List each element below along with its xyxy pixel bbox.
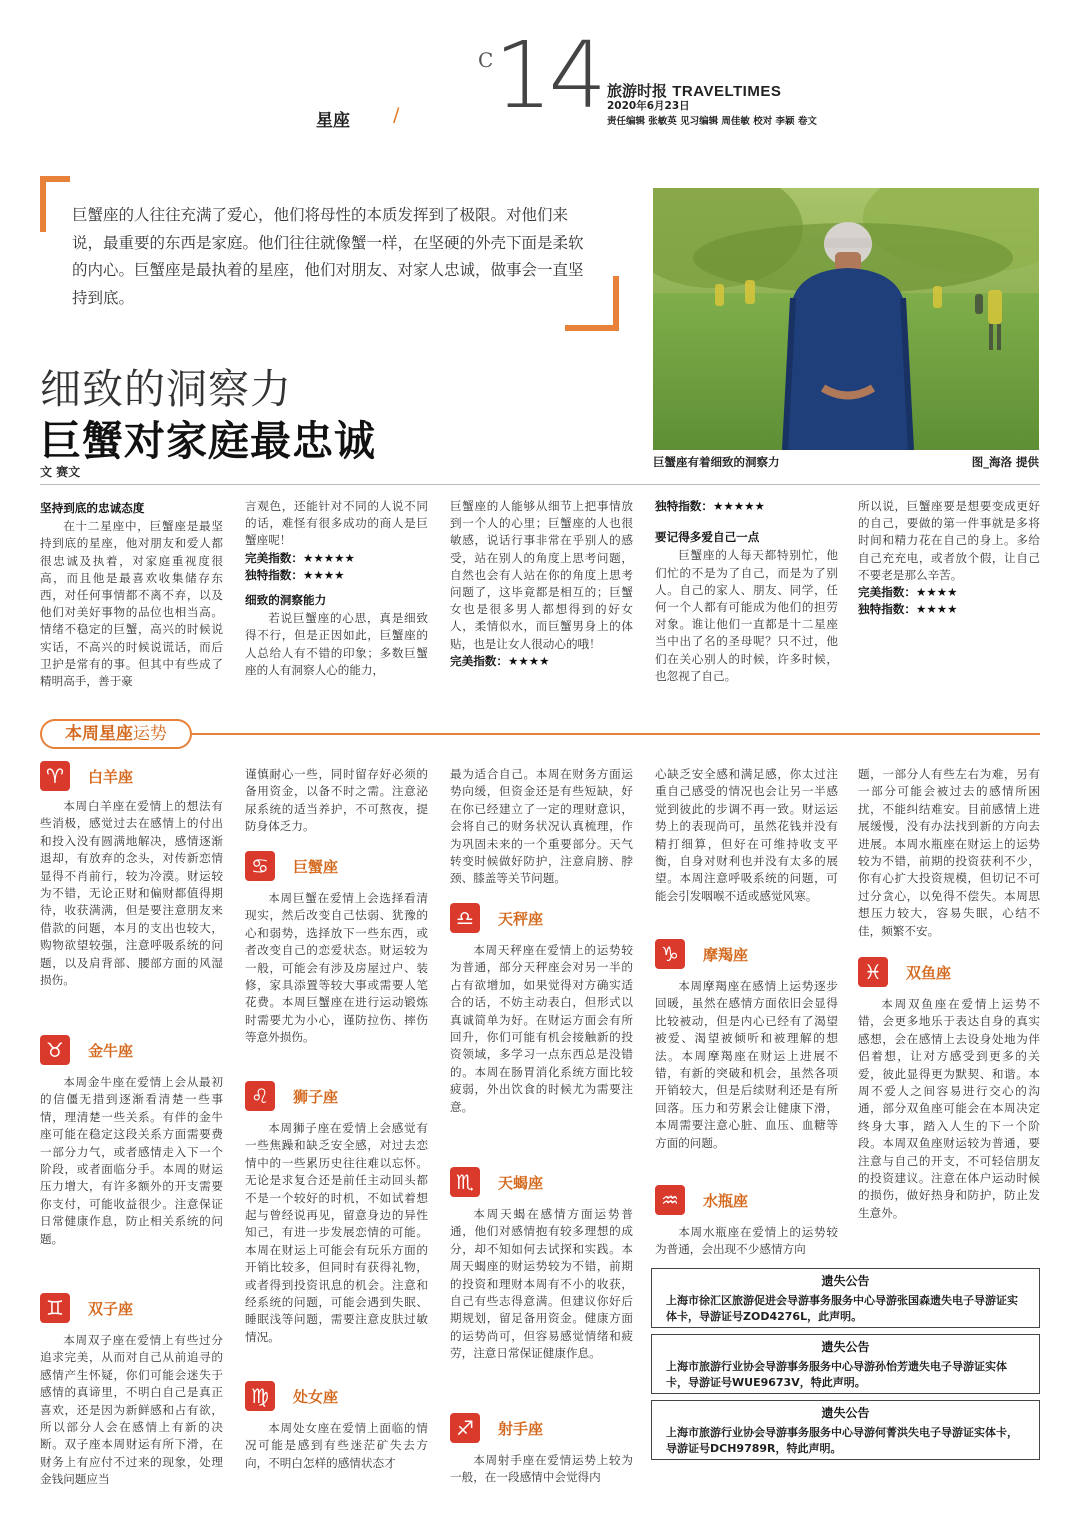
- sign-text: [40, 1074, 223, 1270]
- sign-text-continued: [450, 766, 633, 888]
- paragraph: 本周天秤座在爱情上的运势较为普通，部分天秤座会对另一半的占有欲增加，如果觉得对方确实适合的话，不妨主动表白，但形式以真诚简单为好。在财运方面会有所回升，你们可能有机会接触新的投资领域，多学习一点东西总是没错的。本周在肠胃消化系统方面比较疲弱，外出饮食的时候尤为需要注意。: [450, 943, 633, 1114]
- sign-name: 射手座: [498, 1419, 544, 1438]
- aquarius-icon: ♒: [655, 1185, 685, 1215]
- perfect-index: 完美指数：★★★★: [450, 653, 550, 668]
- paragraph: 所以说，巨蟹座要是想要变成更好的自己，要做的第一件事就是多将时间和精力花在自己的身上。多给自己充充电，或者放个假，让自己不要老是那么辛苦。: [858, 499, 1040, 582]
- unique-index: 独特指数：★★★★: [245, 567, 345, 582]
- sign-name: 摩羯座: [703, 945, 749, 964]
- paragraph: 本周狮子座在爱情上会感觉有一些焦躁和缺乏安全感，对过去恋情中的一些累历史往往难以忘怀。无论是求复合还是前任主动回头都不是一个较好的时机，不如试着想起与曾经说再见，留意身边的异性知己，有进一步发展恋情的可能。本周在财运上可能会有玩乐方面的开销比较多，但同时有获得礼物，或者得到投资讯息的机会。注意和经系统的问题，可能会遇到失眠、睡眠浅等问题，需要注意皮肤过敏情况。: [245, 1121, 428, 1344]
- taurus-icon: ♉: [40, 1035, 70, 1065]
- lost-notice-1: [651, 1268, 1040, 1328]
- staff-credits: 责任编辑 张敏英 见习编辑 周佳敏 校对 李颖 卷文: [607, 116, 817, 127]
- virgo-icon: ♍: [245, 1381, 275, 1411]
- sign-name: 狮子座: [293, 1087, 339, 1106]
- horoscope-column-1: [40, 760, 223, 1512]
- sign-text-continued: [245, 766, 428, 836]
- lost-notice-3: [651, 1400, 1040, 1460]
- sign-cancer: [245, 850, 428, 882]
- subheading: 坚持到底的忠诚态度: [40, 501, 145, 515]
- sign-text: [245, 1120, 428, 1366]
- sign-text: [858, 996, 1040, 1258]
- sign-name: 双子座: [88, 1299, 134, 1318]
- paragraph: 巨蟹座的人每天都特别忙，他们忙的不是为了自己，而是为了别人。自己的家人、朋友、同学，任何一个人都有可能成为他们的担劳对象。谁让他们一直都是十二星座当中出了名的圣母呢？只不过，他们在关心别人的时候，许多时候，也忽视了自己。: [655, 548, 838, 683]
- unique-index: 独特指数：★★★★: [858, 602, 958, 617]
- sign-aries: [40, 760, 223, 792]
- sign-text: [450, 942, 633, 1152]
- paragraph: 在十二星座中，巨蟹座是最坚持到底的星座，他对朋友和爱人都很忠诚及执着，对家庭重视度很高，而且他是最喜欢收集储存东西，对任何事情都不离不弃，以及他们对美好事物的品位也相当高。情绪不稳定的巨蟹，高兴的时候说实话，不高兴的时候说谎话，而后卫护是常有的事。但其中有些成了精明高手，善于豪: [40, 519, 223, 689]
- sign-name: 处女座: [293, 1387, 339, 1406]
- sign-name: 天秤座: [498, 909, 544, 928]
- aries-icon: ♈: [40, 761, 70, 791]
- sign-text: [40, 1332, 223, 1512]
- sign-name: 双鱼座: [906, 963, 952, 982]
- paper-name-cn: 旅游时报: [607, 82, 668, 100]
- paragraph: 心缺乏安全感和满足感，你太过注重自己感受的情况也会让另一半感觉到彼此的步调不再一致。财运运势上的表现尚可，虽然花钱并没有精打细算，但好在可维持收支平衡，自身对财利也并没有太多的展望。本周注意呼吸系统的问题，可能会引发咽喉不适或感觉风寒。: [655, 767, 838, 903]
- notice-body: 上海市旅游行业协会导游事务服务中心导游孙怡芳遗失电子导游证实体卡，导游证号WUE9673V，特此声明。: [666, 1360, 1007, 1389]
- sign-name: 白羊座: [88, 767, 134, 786]
- sign-name: 天蝎座: [498, 1173, 544, 1192]
- paragraph: 言观色，还能针对不同的人说不同的话，难怪有很多成功的商人是巨蟹座呢！: [245, 499, 428, 548]
- subheading: 要记得多爱自己一点: [655, 530, 760, 545]
- paragraph: 巨蟹座的人能够从细节上把事情放到一个人的心里；巨蟹座的人也很敏感，说话行事非常在乎别人的感受，站在别人的角度上思考问题，自然也会有人站在你的角度上思考问题了，这毕竟都是相互的；巨蟹女也是很多男人都想得到的好女人，柔情似水，而巨蟹男身上的体贴，也是让女人很动心的哦！: [450, 499, 633, 651]
- sign-text: [245, 890, 428, 1064]
- horoscope-column-5: [858, 766, 1040, 1258]
- paper-name-en: TRAVELTIMES: [672, 83, 782, 100]
- page-prefix: C: [478, 48, 494, 72]
- sagittarius-icon: ♐: [450, 1413, 480, 1443]
- leo-icon: ♌: [245, 1081, 275, 1111]
- article-column-2: [245, 498, 428, 679]
- sign-text: [450, 1452, 633, 1492]
- paragraph: 谨慎耐心一些，同时留存好必须的备用资金，以备不时之需。注意泌尿系统的适当养护，不可熬夜，提防身体乏力。: [245, 767, 428, 834]
- notice-title: 遗失公告: [821, 1274, 870, 1288]
- paragraph: 本周双子座在爱情上有些过分追求完美，从而对自己从前追寻的感情产生怀疑，你们可能会迷失于感情的真谛里，不明白自己是真正喜欢，还是因为新鲜感和占有欲，所以部分人会在感情上有新的决断。双子座本周财运有所下滑，在财务上有应付不过来的现象，处理金钱问题应当: [40, 1333, 223, 1487]
- byline: 文 赛文: [40, 465, 81, 479]
- sign-text-continued: [858, 766, 1040, 942]
- headline-line1: 细致的洞察力: [40, 365, 292, 413]
- sign-virgo: [245, 1380, 428, 1412]
- scorpio-icon: ♏: [450, 1167, 480, 1197]
- sign-capricorn: [655, 938, 838, 970]
- horoscope-column-4: [655, 766, 838, 1260]
- sign-sagittarius: [450, 1412, 633, 1444]
- paragraph: 最为适合自己。本周在财务方面运势向缓，但资金还是有些短缺，好在你已经建立了一定的理财意识，会将自己的财务状况认真梳理，作为巩固未来的一个重要部分。天气转变时候做好防护，注意肩膀、脖颈、膝盖等关节问题。: [450, 767, 633, 886]
- section-slash: /: [393, 104, 400, 126]
- unique-index: 独特指数：★★★★★: [655, 499, 765, 513]
- sign-text-continued: [655, 766, 838, 922]
- sign-text: [655, 1224, 838, 1260]
- sign-pisces: [858, 956, 1040, 988]
- article-column-4: [655, 498, 838, 685]
- sign-aquarius: [655, 1184, 838, 1216]
- lost-notice-2: [651, 1334, 1040, 1394]
- paragraph: 若说巨蟹座的心思，真是细致得不行，但是正因如此，巨蟹座的人总给人有不错的印象；多数巨蟹座的人有洞察人心的能力，: [245, 611, 428, 677]
- paragraph: 本周水瓶座在爱情上的运势较为普通，会出现不少感情方向: [655, 1225, 838, 1257]
- intro-paragraph: 巨蟹座的人往往充满了爱心，他们将母性的本质发挥到了极限。对他们来说，最重要的东西是家庭。他们往往就像蟹一样，在坚硬的外壳下面是柔软的内心。巨蟹座是最执着的星座，他们对朋友、对家人忠诚，做事会一直坚持到底。: [72, 206, 584, 307]
- paragraph: 本周摩羯座在感情上运势逐步回暖，虽然在感情方面依旧会显得比较被动，但是内心已经有了渴望被爱、渴望被倾听和被理解的想法。本周摩羯座在财运上进展不错，有新的突破和机会，虽然各项开销较大，但是后续财利还是有所回落。压力和劳累会让健康下滑，本周需要注意心脏、血压、血糖等方面的问题。: [655, 979, 838, 1150]
- notice-title: 遗失公告: [821, 1406, 870, 1420]
- sign-text: [245, 1420, 428, 1474]
- libra-icon: ♎: [450, 903, 480, 933]
- capricorn-icon: ♑: [655, 939, 685, 969]
- section-label: 星座: [316, 111, 350, 131]
- horoscope-column-2: [245, 766, 428, 1474]
- article-column-1: [40, 498, 223, 690]
- sign-text: [40, 798, 223, 1014]
- sign-name: 金牛座: [88, 1041, 134, 1060]
- sign-name: 水瓶座: [703, 1191, 749, 1210]
- weekly-horoscope-banner: [40, 719, 192, 749]
- banner-bold: 本周星座: [65, 724, 133, 744]
- paragraph: 本周白羊座在爱情上的想法有些消极，感觉过去在感情上的付出和投入没有圆满地解决，感情逐渐退却，有放弃的念头，对传新恋情显得不肖前行，较为冷漠。财运较为不错，无论正财和偏财都值得期待，收获满满，但是要注意朋友来借款的问题，本月的支出也较大，购物欲望较强，注意呼吸系统的问题，以及肩背部、腰部方面的风湿损伤。: [40, 799, 223, 988]
- perfect-index: 完美指数：★★★★: [858, 585, 958, 600]
- paragraph: 本周金牛座在爱情上会从最初的信僵无措到逐渐看清楚一些事情，理清楚一些关系。有伴的金牛座可能在稳定这段关系方面需要费一部分力气，或者感情走入下一个阶段，或者面临分手。本周的财运压力增大，有许多额外的开支需要你支付，可能收益很少。注意保证日常健康作息，防止相关系统的问题。: [40, 1075, 223, 1246]
- article-column-5: [858, 498, 1040, 618]
- coach-photo-illustration: [653, 188, 1039, 450]
- issue-date: 2020年6月23日: [607, 100, 690, 112]
- horoscope-column-3: [450, 766, 633, 1492]
- sign-scorpio: [450, 1166, 633, 1198]
- page-number: 14: [494, 22, 604, 129]
- pisces-icon: ♓: [858, 957, 888, 987]
- caption-text: 巨蟹座有着细致的洞察力: [653, 455, 780, 469]
- photo-caption: [653, 454, 1039, 470]
- sign-leo: [245, 1080, 428, 1112]
- perfect-index: 完美指数：★★★★★: [245, 550, 355, 565]
- sign-text: [450, 1206, 633, 1398]
- notice-body: 上海市旅游行业协会导游事务服务中心导游何菁洪失电子导游证实体卡，导游证号DCH9789R，特此声明。: [666, 1426, 1018, 1455]
- banner-thin: 运势: [133, 724, 167, 744]
- paragraph: 本周双鱼座在爱情上运势不错，会更多地乐于表达自身的真实感想，会在感情上去设身处地为伴侣着想，让对方感受到更多的关爱，彼此显得更为默契、和谐。本周不爱人之间容易进行交心的沟通，部分双鱼座可能会在本周决定终身大事，踏入人生的下一个阶段。本周双鱼座财运较为普通，要注意与自己的开支，不可轻信朋友的投资建议。注意在体户运动时候的损伤，做好热身和防护，防止发生意外。: [858, 997, 1040, 1220]
- article-photo: [653, 188, 1039, 450]
- cancer-icon: ♋: [245, 851, 275, 881]
- headline-line2: 巨蟹对家庭最忠诚: [40, 417, 376, 465]
- gemini-icon: ♊: [40, 1293, 70, 1323]
- paragraph: 本周巨蟹在爱情上会选择看清现实，然后改变自己怯弱、犹豫的心和弱势，选择放下一些东西，或者改变自己的恋爱状态。财运较为一般，可能会有涉及房屋过户、装修，家具添置等较大事或需要人笔花费。本周巨蟹座在进行运动锻炼时需要尤为小心，谨防拉伤、摔伤等意外损伤。: [245, 891, 428, 1045]
- paragraph: 本周射手座在爱情运势上较为一般，在一段感情中会觉得内: [450, 1453, 633, 1485]
- sign-libra: [450, 902, 633, 934]
- article-column-3: [450, 498, 633, 670]
- notice-title: 遗失公告: [821, 1340, 870, 1354]
- paragraph: 本周天蝎在感情方面运势普通，他们对感情抱有较多理想的成分，却不知如何去试探和实践。本周天蝎座的财运势较为不错，前期的投资和理财本周有不小的收获，自己有些志得意满。但建议你好后期规划，留足备用资金。健康方面的运势尚可，但容易感觉情绪和疲劳，注意日常保证健康作息。: [450, 1207, 633, 1361]
- sign-taurus: [40, 1034, 223, 1066]
- quote-bracket-top-left: [40, 176, 70, 232]
- sign-name: 巨蟹座: [293, 857, 339, 876]
- sign-gemini: [40, 1292, 223, 1324]
- paragraph: 题，一部分人有些左右为难，另有一部分可能会被过去的感情所困扰，不能纠结难安。目前感情上进展缓慢，没有办法找到新的方向去进展。本周水瓶座在财运上的运势较为不错，前期的投资获利不少，你有心扩大投资规模，但切记不可过分贪心，以免得不偿失。本周思想压力较大，容易失眠，心结不佳，频繁不安。: [858, 767, 1040, 938]
- subheading: 细致的洞察能力: [245, 593, 327, 608]
- notice-body: 上海市徐汇区旅游促进会导游事务服务中心导游张国森遗失电子导游证实体卡，导游证号ZOD4276L，此声明。: [666, 1294, 1018, 1323]
- photo-credit: 图_海洛 提供: [971, 455, 1039, 469]
- divider: [40, 484, 1040, 485]
- paragraph: 本周处女座在爱情上面临的情况可能是感到有些迷茫矿失去方向，不明白怎样的感情状态才: [245, 1421, 428, 1470]
- sign-text: [655, 978, 838, 1170]
